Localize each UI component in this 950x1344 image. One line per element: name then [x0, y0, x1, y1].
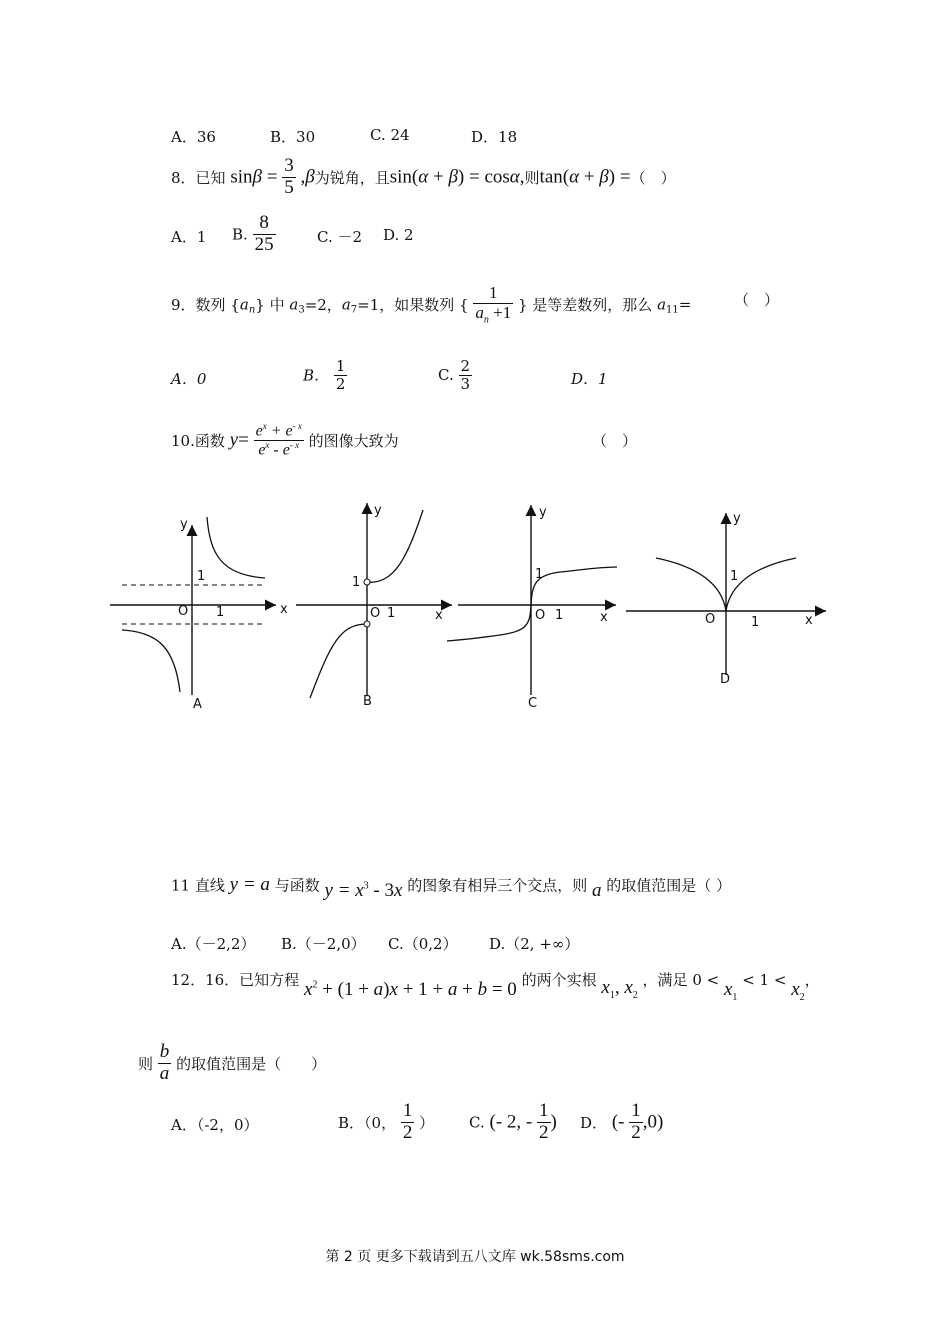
graph-b-x-label: x [435, 608, 443, 623]
q10-fraction: $\frac{e^x + e^{- x}}{e^x - e^{- x}}$ [255, 421, 302, 459]
q8-fraction-3-5: $\frac{3}{5}$ [284, 155, 294, 198]
q8-option-a: A．1 [171, 228, 207, 246]
graph-b-origin: O [370, 606, 381, 621]
graph-a [110, 517, 288, 712]
graph-c-y-label: y [539, 505, 547, 520]
graph-d-one-x: 1 [751, 615, 760, 630]
q12-line-2: 则 $\frac{b}{a}$ 的取值范围是（ ） [138, 1041, 327, 1084]
graph-d-x-label: x [805, 613, 813, 628]
graph-b-label: B [363, 694, 372, 709]
q12-equation: $x^2 + (1 + a)x + 1 + a + b = 0$ [303, 979, 517, 1000]
q8-target: tan(α + β) = [539, 166, 631, 188]
graph-a-label: A [193, 697, 202, 712]
q11-option-d: D.（2, +∞） [489, 935, 580, 953]
graph-a-one-y: 1 [197, 569, 206, 584]
graph-c-one-y: 1 [535, 567, 544, 582]
q9-option-a: A．0 [171, 370, 207, 388]
q7-option-a: A．36 [171, 128, 216, 146]
graph-b-one-x: 1 [387, 606, 396, 621]
graph-d-y-label: y [733, 511, 741, 526]
q8-option-d: D. 2 [383, 226, 414, 244]
q9-fraction: $\frac{1}{a_n +1}$ [475, 283, 512, 326]
graph-c-origin: O [535, 608, 546, 623]
q8-then: 则 [524, 168, 540, 187]
graph-c-label: C [528, 696, 538, 711]
q8-beta: ,β [300, 166, 315, 188]
q8-sin-beta: sinβ = [230, 166, 278, 188]
graph-c-x-label: x [600, 610, 608, 625]
q11-option-a: A.（－2,2） [171, 935, 256, 953]
q7-option-c: C. 24 [370, 126, 410, 144]
q10-paren: （ ） [592, 432, 638, 450]
q11-line-eq: y = a [229, 874, 270, 895]
q9-paren: （ ） [734, 291, 780, 309]
question-10: 10.函数 y= $\frac{e^x + e^{- x}}{e^x - e^{- x}}$ 的图像大致为 [171, 421, 399, 459]
question-8 [171, 156, 676, 199]
graph-d-origin: O [705, 612, 716, 627]
q8-equation: sin(α + β) = cosα, [389, 166, 525, 188]
q12-option-a: A．（-2，0） [171, 1116, 259, 1134]
q12-roots: $x_1$, $x_2$ [601, 977, 638, 1001]
q8-b-fraction: $\frac{8}{25}$ [254, 212, 274, 255]
graph-c-one-x: 1 [555, 608, 564, 623]
graph-a-x-label: x [280, 602, 288, 617]
graph-a-one-x: 1 [216, 605, 225, 620]
q12-b-over-a: $\frac{b}{a}$ [159, 1041, 170, 1084]
q11-param-a: a [592, 880, 602, 901]
q8-option-b [232, 213, 276, 256]
q7-option-b: B．30 [270, 128, 316, 146]
graph-c [447, 505, 617, 711]
graph-d-label: D [720, 672, 731, 687]
question-9: 9．数列 $\{a_n\}$ 中 $a_3=2$，$a_7=1$，如果数列 { $\frac{1}{a_n +1}$ } 是等差数列，那么 $a_{11}=$ [171, 283, 692, 326]
q9-option-c: C. $\frac{2}{3}$ [438, 357, 471, 393]
q9-option-d: D．1 [571, 370, 608, 388]
question-12: 12．16．已知方程 $x^2 + (1 + a)x + 1 + a + b = 0$ 的两个实根 $x_1$, $x_2$ ，满足 $0 < x_1 < 1 < x_2$， [171, 971, 820, 1003]
graph-b [296, 503, 452, 709]
graph-b-y-label: y [374, 503, 382, 518]
q10-graphs [0, 495, 950, 720]
q8-b-label: B. [232, 225, 248, 244]
q11-option-b: B.（－2,0） [281, 935, 366, 953]
graph-b-one-y: 1 [352, 575, 361, 590]
graph-d-one-y: 1 [730, 569, 739, 584]
question-11: 11 直线 y = a 与函数 $y = x^3 - 3x$ 的图象有相异三个交点，则 a 的取值范围是（ ） [171, 874, 732, 901]
q8-option-c: C. －2 [317, 228, 363, 246]
page-footer: 第 2 页 更多下载请到五八文库 wk.58sms.com [325, 1249, 625, 1265]
graph-a-origin: O [178, 604, 189, 619]
q12-option-b: B．（0， $\frac{1}{2}$ ） [338, 1100, 435, 1143]
graph-d [626, 511, 826, 687]
q8-prefix: 8．已知 [171, 168, 226, 187]
q12-option-d: D． (- $\frac{1}{2}$ ,0) [580, 1100, 664, 1143]
q7-option-d: D．18 [471, 128, 518, 146]
q8-condition: 为锐角，且 [314, 168, 390, 187]
q9-option-b: B． $\frac{1}{2}$ [303, 357, 346, 393]
graph-a-y-label: y [180, 517, 188, 532]
q12-option-c: C. (- 2, - $\frac{1}{2}$ ) [469, 1100, 557, 1143]
q8-paren: （ ） [630, 168, 676, 187]
q11-option-c: C.（0,2） [388, 935, 458, 953]
q11-function-eq: $y = x^3 - 3x$ [324, 880, 403, 901]
